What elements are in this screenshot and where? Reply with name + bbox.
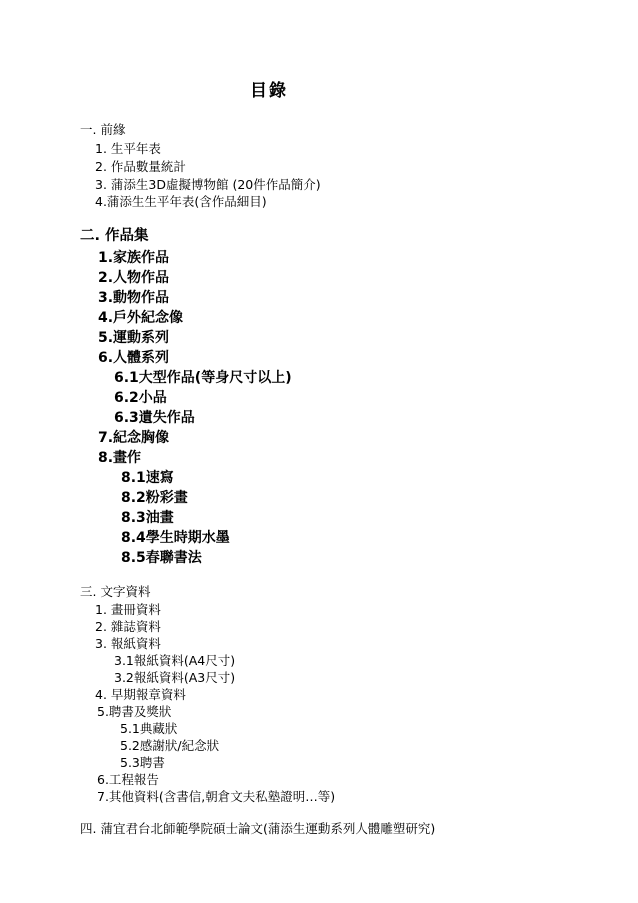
- toc-entry: 1.家族作品: [98, 250, 170, 266]
- toc-entry: 8.1速寫: [121, 470, 174, 486]
- toc-entry: 3.1報紙資料(A4尺寸): [114, 653, 236, 668]
- toc-entry: 4.戶外紀念像: [98, 310, 184, 326]
- toc-entry: 5.聘書及獎狀: [97, 704, 172, 719]
- toc-entry: 8.2粉彩畫: [121, 490, 188, 506]
- toc-entry: 1. 生平年表: [95, 141, 161, 156]
- toc-entry: 5.3聘書: [120, 755, 165, 770]
- section-heading: 三. 文字資料: [80, 584, 151, 599]
- section-heading: 四. 蒲宜君台北師範學院碩士論文(蒲添生運動系列人體雕塑研究): [80, 821, 436, 836]
- toc-entry: 8.3油畫: [121, 510, 174, 526]
- toc-entry: 2. 雜誌資料: [95, 619, 161, 634]
- toc-entry: 6.工程報告: [97, 772, 159, 787]
- toc-entry: 4.蒲添生生平年表(含作品細目): [95, 194, 267, 209]
- toc-entry: 6.人體系列: [98, 350, 170, 366]
- toc-entry: 6.2小品: [114, 390, 167, 406]
- toc-entry: 4. 早期報章資料: [95, 687, 186, 702]
- toc-entry: 8.5春聯書法: [121, 550, 202, 566]
- toc-entry: 3.動物作品: [98, 290, 170, 306]
- toc-entry: 3.2報紙資料(A3尺寸): [114, 670, 236, 685]
- toc-entry: 2. 作品數量統計: [95, 159, 186, 174]
- section-heading: 一. 前緣: [80, 122, 126, 137]
- toc-entry: 7.其他資料(含書信,朝倉文夫私塾證明…等): [97, 789, 336, 804]
- page-title: 目錄: [250, 81, 288, 101]
- toc-entry: 1. 畫冊資料: [95, 602, 161, 617]
- toc-entry: 2.人物作品: [98, 270, 170, 286]
- toc-entry: 5.2感謝狀/紀念狀: [120, 738, 220, 753]
- toc-entry: 5.1典藏狀: [120, 721, 178, 736]
- toc-entry: 6.3遺失作品: [114, 410, 195, 426]
- toc-entry: 8.畫作: [98, 450, 142, 466]
- toc-entry: 6.1大型作品(等身尺寸以上): [114, 370, 292, 386]
- toc-entry: 3. 報紙資料: [95, 636, 161, 651]
- toc-entry: 5.運動系列: [98, 330, 170, 346]
- toc-entry: 8.4學生時期水墨: [121, 530, 230, 546]
- section-heading: 二. 作品集: [80, 228, 149, 244]
- toc-entry: 7.紀念胸像: [98, 430, 170, 446]
- toc-entry: 3. 蒲添生3D虛擬博物館 (20件作品簡介): [95, 177, 321, 192]
